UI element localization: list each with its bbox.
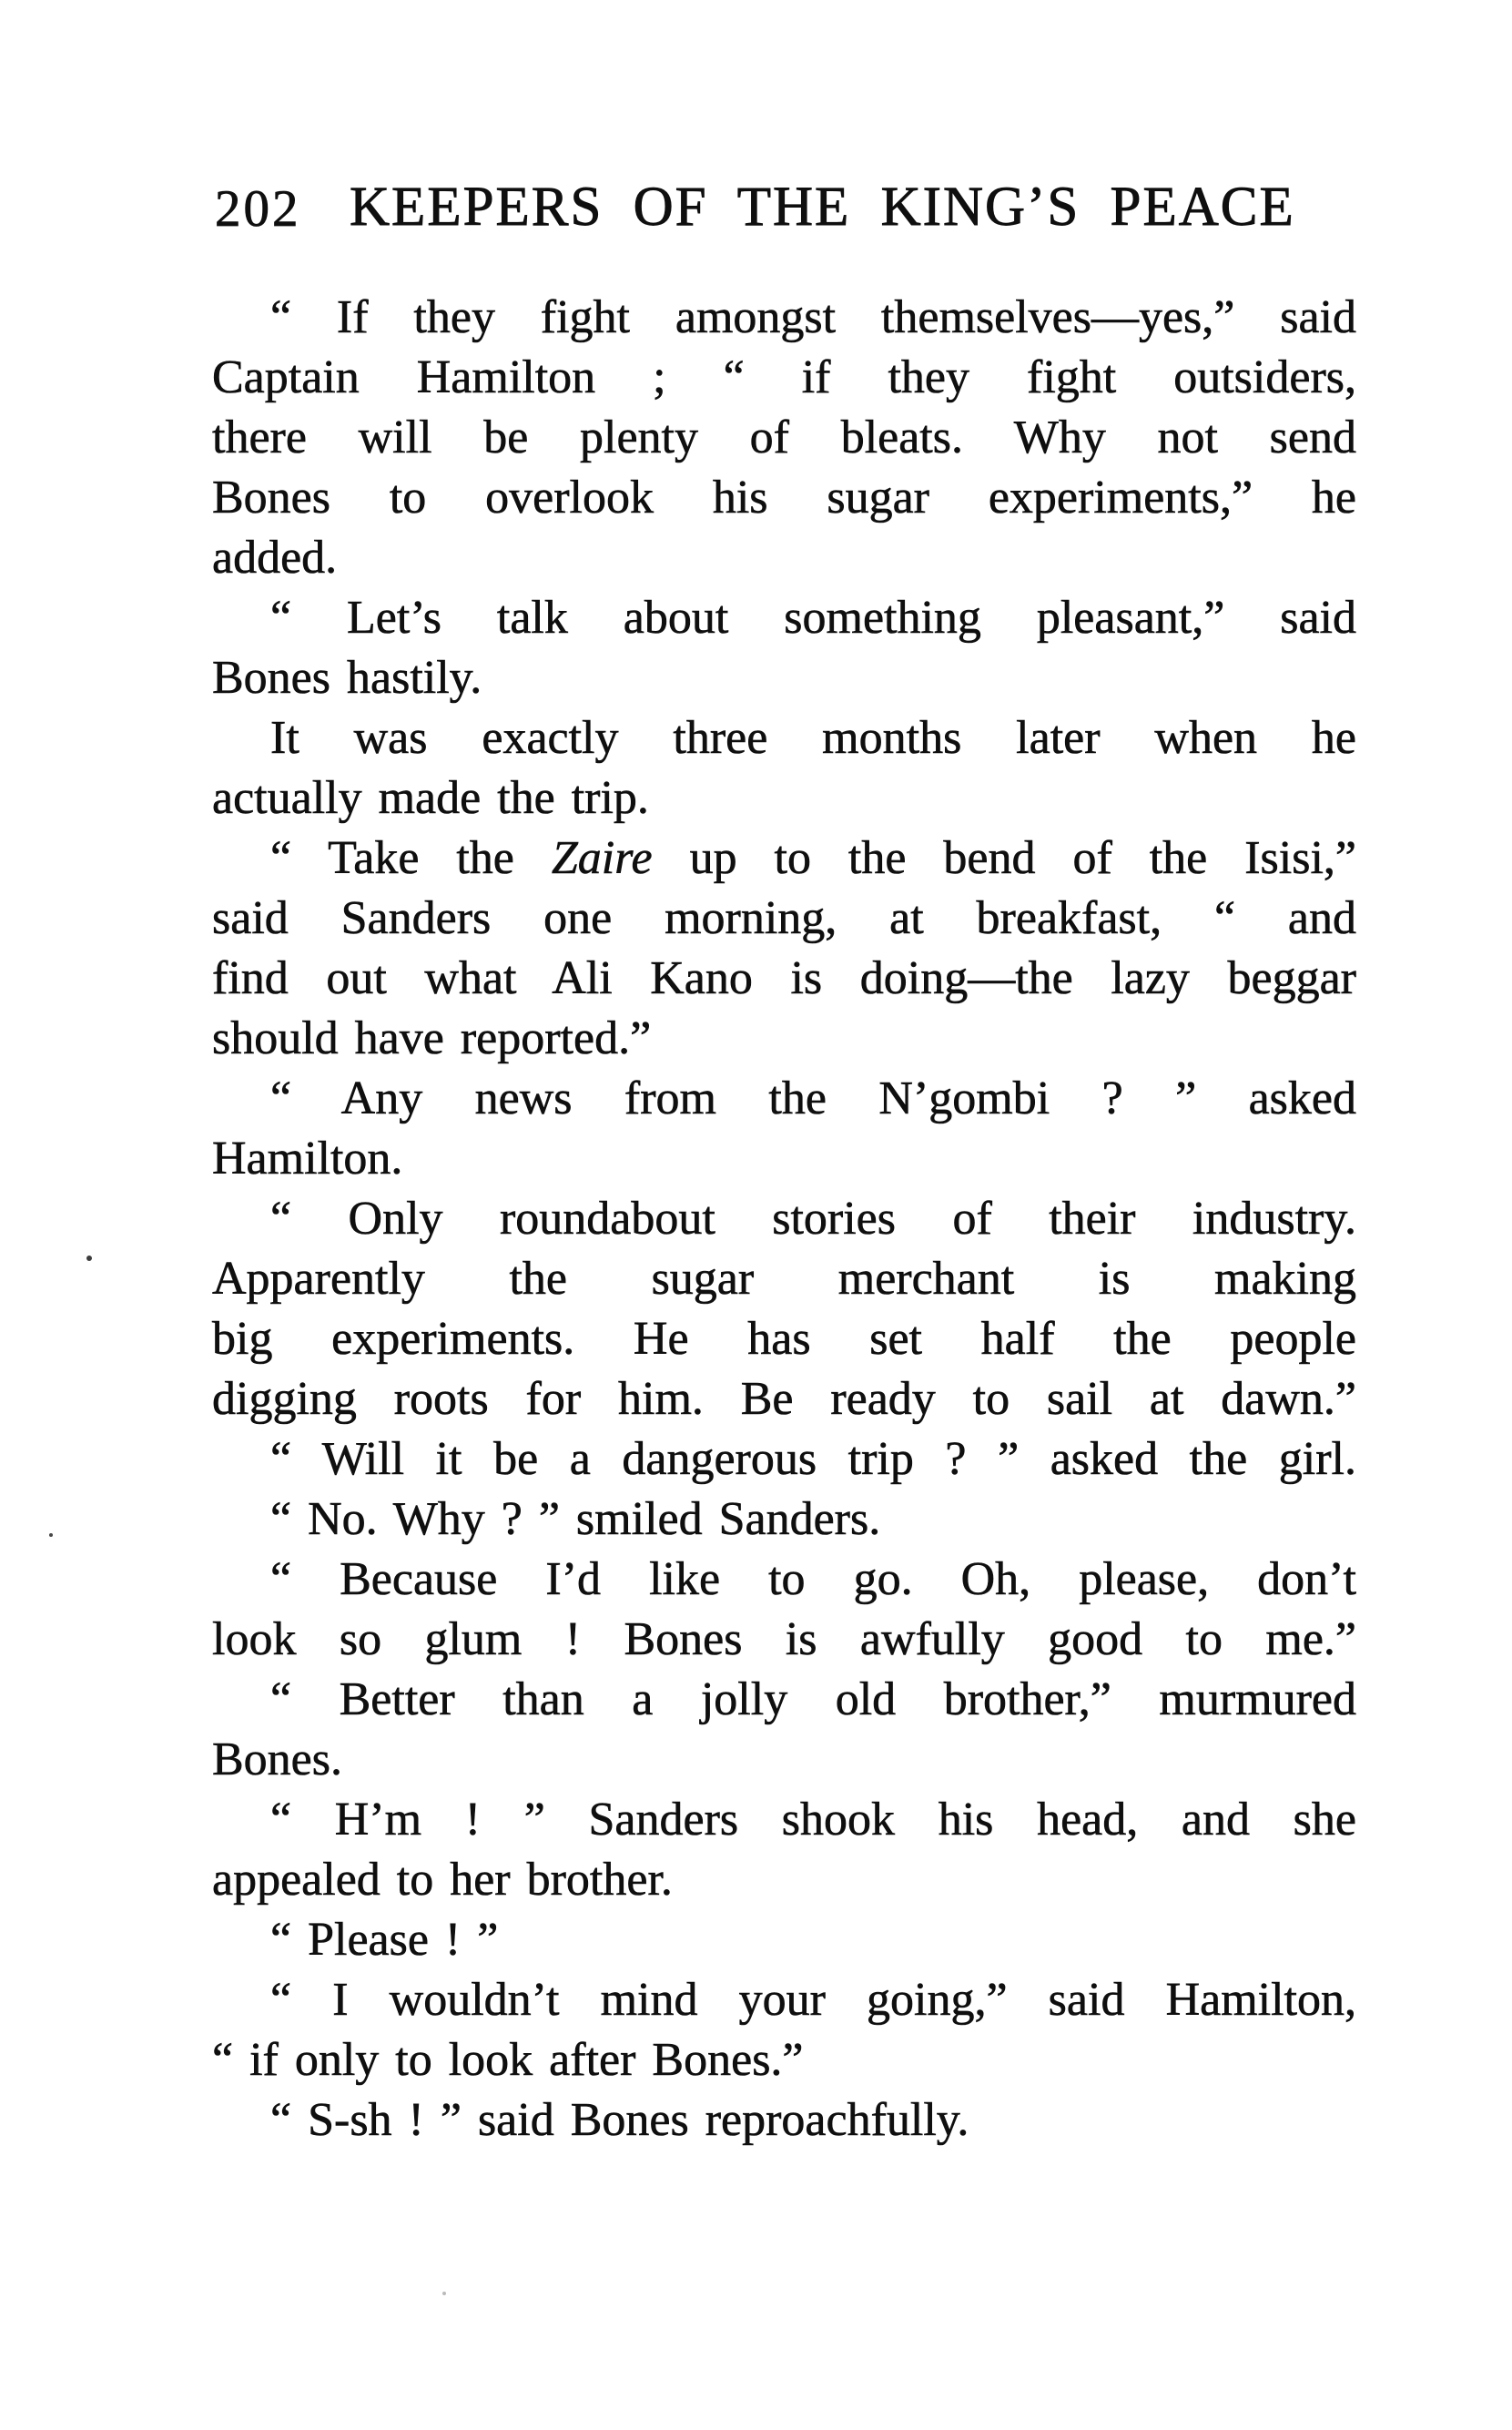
scan-speck	[49, 1533, 53, 1537]
text-line	[212, 1009, 1356, 1069]
text-line	[212, 528, 1356, 588]
page-header	[0, 177, 1512, 238]
text-segment: Bones hastily.	[212, 652, 482, 704]
text-segment: appealed to her brother.	[212, 1854, 673, 1906]
text-line	[212, 1369, 1356, 1429]
text-line	[212, 588, 1356, 648]
text-line	[212, 1129, 1356, 1189]
text-segment: Hamilton.	[212, 1133, 403, 1184]
text-segment: “ Will it be a dangerous trip ? ” asked the girl.	[270, 1433, 1356, 1485]
text-segment: “ S-sh ! ” said Bones reproachfully.	[270, 2094, 969, 2146]
text-line	[212, 2090, 1356, 2150]
text-segment: “ Any news from the N’gombi ? ” asked	[270, 1073, 1356, 1124]
text-segment: big experiments. He has set half the people	[212, 1313, 1356, 1365]
text-segment: Apparently the sugar merchant is making	[212, 1253, 1356, 1305]
text-line	[212, 1069, 1356, 1129]
text-line	[212, 1309, 1356, 1369]
text-line	[212, 1910, 1356, 1970]
text-segment: find out what Ali Kano is doing—the lazy beggar	[212, 952, 1356, 1004]
text-segment: “ Let’s talk about something pleasant,” said	[270, 592, 1356, 644]
scan-speck	[442, 2292, 446, 2295]
text-line	[212, 1790, 1356, 1850]
text-segment: “ Because I’d like to go. Oh, please, don’t	[270, 1553, 1356, 1605]
text-segment: “ Take the	[270, 832, 552, 884]
text-line	[212, 949, 1356, 1009]
text-line	[212, 2030, 1356, 2090]
text-block	[212, 288, 1356, 2150]
text-segment: “ if only to look after Bones.”	[212, 2034, 804, 2086]
text-segment: Captain Hamilton ; “ if they fight outsiders,	[212, 351, 1356, 403]
text-segment: added.	[212, 532, 338, 584]
text-line	[212, 1670, 1356, 1730]
text-segment: there will be plenty of bleats. Why not send	[212, 412, 1356, 463]
text-line	[212, 1550, 1356, 1610]
text-segment-italic: Zaire	[551, 832, 653, 884]
text-line	[212, 768, 1356, 829]
text-segment: “ Please ! ”	[270, 1914, 499, 1966]
text-line	[212, 648, 1356, 708]
text-segment: should have reported.”	[212, 1012, 652, 1064]
text-segment: “ If they fight amongst themselves—yes,” said	[270, 291, 1356, 343]
text-segment: Bones to overlook his sugar experiments,” he	[212, 472, 1356, 524]
text-segment: actually made the trip.	[212, 772, 649, 824]
text-line	[212, 288, 1356, 348]
text-line	[212, 829, 1356, 889]
text-segment: “ Better than a jolly old brother,” murmured	[270, 1673, 1356, 1725]
page-number: 202	[215, 180, 301, 238]
text-line	[212, 889, 1356, 949]
text-line	[212, 468, 1356, 528]
text-line	[212, 1189, 1356, 1249]
text-line	[212, 1730, 1356, 1790]
text-line	[212, 1249, 1356, 1309]
text-line	[212, 1850, 1356, 1910]
running-title: KEEPERS OF THE KING’S PEACE	[350, 177, 1295, 238]
text-segment: It was exactly three months later when he	[270, 712, 1356, 764]
text-line	[212, 1610, 1356, 1670]
scan-speck	[86, 1256, 92, 1261]
text-segment: Bones.	[212, 1734, 342, 1785]
text-line	[212, 348, 1356, 408]
text-line	[212, 408, 1356, 468]
text-segment: “ No. Why ? ” smiled Sanders.	[270, 1493, 881, 1545]
text-line	[212, 708, 1356, 768]
text-segment: digging roots for him. Be ready to sail at dawn.”	[212, 1373, 1356, 1425]
text-segment: “ H’m ! ” Sanders shook his head, and she	[270, 1794, 1356, 1845]
text-segment: “ I wouldn’t mind your going,” said Hamilton,	[270, 1974, 1356, 2026]
text-segment: look so glum ! Bones is awfully good to me.”	[212, 1613, 1356, 1665]
text-segment: “ Only roundabout stories of their industry.	[270, 1193, 1356, 1245]
text-segment: said Sanders one morning, at breakfast, “ and	[212, 892, 1356, 944]
text-line	[212, 1490, 1356, 1550]
text-line	[212, 1429, 1356, 1490]
text-segment: up to the bend of the Isisi,”	[652, 832, 1356, 884]
text-line	[212, 1970, 1356, 2030]
